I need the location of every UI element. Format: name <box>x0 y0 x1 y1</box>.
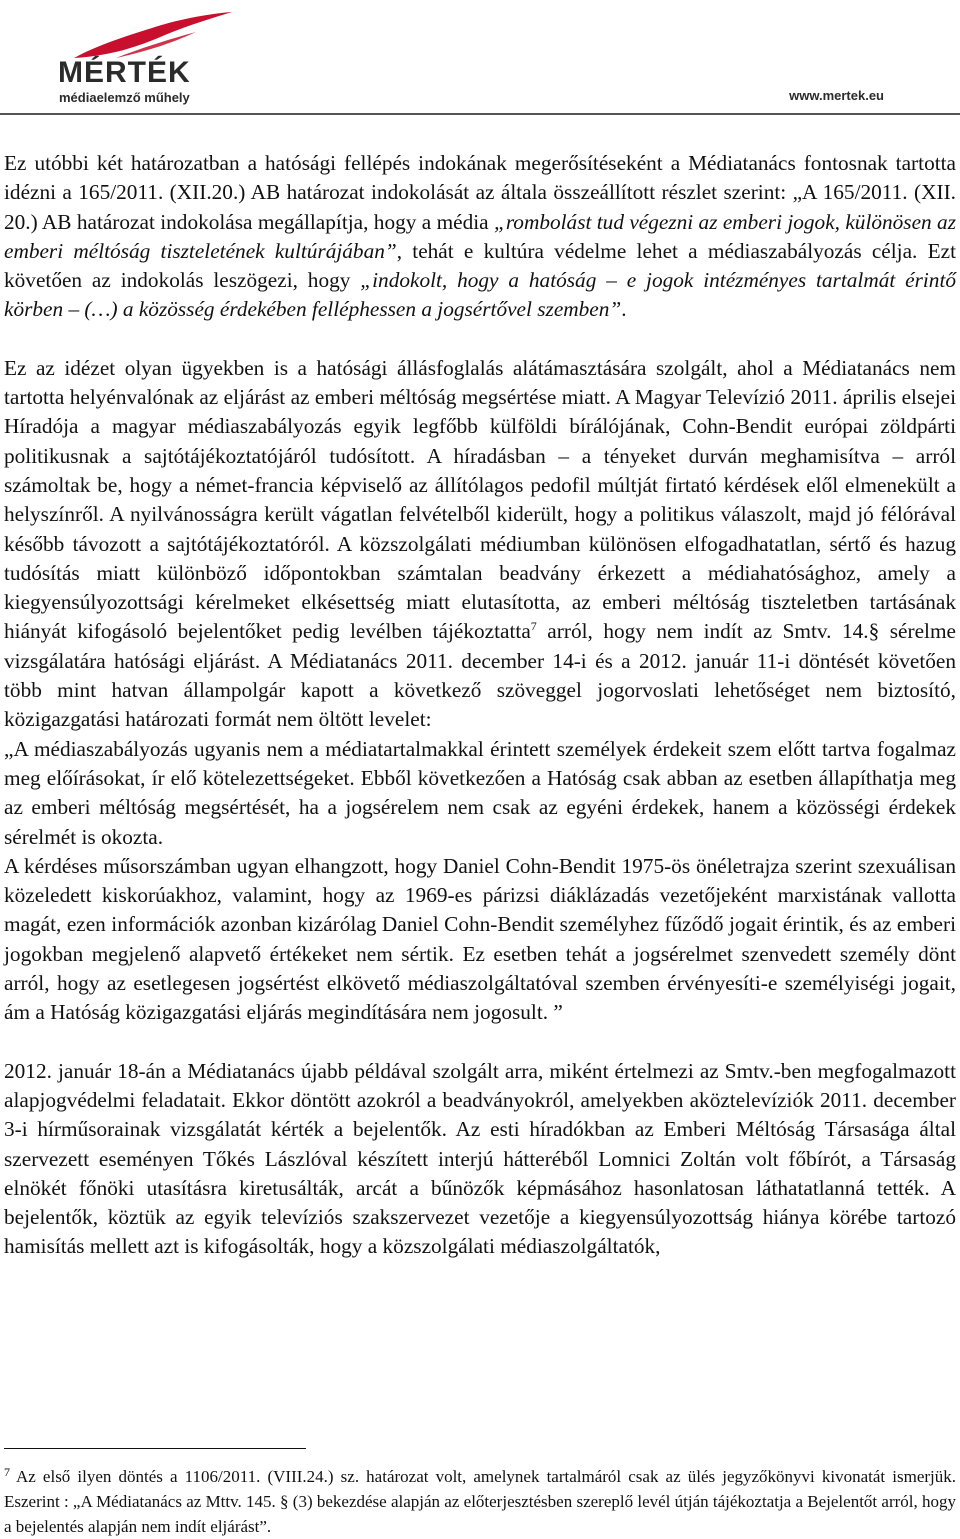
paragraph-2 <box>4 354 956 735</box>
footnote-text: Az első ilyen döntés a 1106/2011. (VIII.24.) sz. határozat volt, amelynek tartalmáról csak az ülés jegyzőkönyvi kivonatát ismerjük. Eszerint : „A Médiatanács az Mttv. 145. § (3) bekezdése alapján az előterjesztésben szereplő levél útján tájékoztatja a Bejelentőt arról, hogy a bejelentés alapján nem indít eljárást”. <box>4 1467 956 1536</box>
header-divider <box>0 113 960 115</box>
document-body <box>4 149 956 1262</box>
footnote-ref[interactable]: 7 <box>530 619 537 634</box>
quote-italic: „rombolást tud végezni az emberi jogok, különösen az emberi méltóság tiszteletének kultúrájában” <box>4 209 956 263</box>
quote-italic: „indokolt, hogy a hatóság – e jogok intézményes tartalmát érintő körben – (…) a közösség érdekében felléphessen a jogsértővel szemben” <box>4 268 957 322</box>
text-run: , tehát e kultúra védelme lehet a médiaszabályozás célja. Ezt követően az indokolás leszögezi, hogy <box>4 238 956 293</box>
text-run: Ez utóbbi két határozatban a hatósági fellépés indokának megerősítéseként a Médiatanács fontosnak tartotta idézni a 165/2011. (XII.20.) AB határozat indokolását az általa összeállított részlet szerint: „A 165/2011. (XII. 20.) AB határozat indokolása megállapítja, hogy a média <box>4 151 956 234</box>
page-header <box>0 0 960 110</box>
mertek-logo <box>56 6 246 106</box>
logo-title: MÉRTÉK <box>58 56 191 89</box>
text-run: arról, hogy nem indít az Smtv. 14.§ sérelme vizsgálatára hatósági eljárást. A Médiatanács 2011. december 14-i és a 2012. január 11-i döntését követően több mint hatvan állampolgár kapott a következő szöveggel jogorvoslati lehetőséget nem biztosító, közigazgatási határozati formát nem öltött levelet: <box>4 619 956 732</box>
logo-subtitle: médiaelemző műhely <box>59 90 190 105</box>
paragraph-4-quote: A kérdéses műsorszámban ugyan elhangzott, hogy Daniel Cohn-Bendit 1975-ös önéletrajza szerint szexuálisan közeledett kiskorúakhoz, valamint, hogy az 1969-es párizsi diáklázadás vezetőjeként marxistának vallotta magát, ezen információk azonban kizárólag Daniel Cohn-Bendit személyhez fűződő jogait érintik, és az emberi jogokban megjelenő alapvető értékeket nem sértik. Ez esetben tehát a jogsérelmet szenvedett személy dönt arról, hogy az esetlegesen jogsértést elkövető médiaszolgáltatóval szemben érvényesíti-e személyiségi jogait, ám a Hatóság közigazgatási eljárás megindítására nem jogosult. ” <box>4 853 956 1025</box>
text-run: Ez az idézet olyan ügyekben is a hatósági állásfoglalás alátámasztására szolgált, ahol a Médiatanács nem tartotta helyénvalónak az eljárást az emberi méltóság megsértése miatt. A Magyar Televízió 2011. április elsejei Híradója a magyar médiaszabályozás egyik legfőbb külföldi bírálójának, Cohn-Bendit európai zöldpárti politikusnak a sajtótájékoztatójáról tudósított. A híradásban – a tényeket durván meghamisítva – arról számoltak be, hogy a német-francia képviselő az állítólagos pedofil múltját firtató kérdések elől elmenekült a helyszínről. A nyilvánosságra került vágatlan felvételből kiderült, hogy a politikus válaszolt, majd jó félórával később távozott a sajtótájékoztatóról. A közszolgálati médiumban különösen elfogadhatatlan, sértő és hazug tudósítás miatt különböző időpontokban számtalan beadvány érkezett a médiahatósághoz, amely a kiegyensúlyozottsági kérelmeket elkésettség miatt elutasította, az emberi méltóság tiszteletben tartásának hiányát kifogásoló bejelentőket pedig levélben tájékoztatta <box>4 355 956 644</box>
site-url-link[interactable]: www.mertek.eu <box>789 88 884 103</box>
text-run: . <box>621 297 627 322</box>
paragraph-5: 2012. január 18-án a Médiatanács újabb példával szolgált arra, miként értelmezi az Smtv.-ben megfogalmazott alapjogvédelmi feladatait. Ekkor döntött azokról a beadványokról, amelyekben aköztelevíziók 2011. december 3-i hírműsorainak vizsgálatát kérték a bejelentők. Az esti híradókban az Emberi Méltóság Társasága által szervezett eseményen Tőkés Lászlóval készített interjú hátteréből Lomnici Zoltán volt főbírót, a Társaság elnökét főnöki utasításra kiretusálták, arcát a bűnözők képmásához hasonlatosan láthatatlanná tették. A bejelentők, köztük az egyik televíziós szakszervezet vezetője a kiegyensúlyozottság hiánya körébe tartozó hamisítás mellett azt is kifogásolták, hogy a közszolgálati médiaszolgáltatók, <box>4 1058 956 1259</box>
footnote-7 <box>4 1460 956 1539</box>
footnote-divider <box>4 1448 306 1449</box>
footnote-number: 7 <box>4 1465 10 1479</box>
footnotes <box>4 1448 956 1539</box>
paragraph-1 <box>4 149 956 325</box>
paragraph-3-quote: „A médiaszabályozás ugyanis nem a médiatartalmakkal érintett személyek érdekeit szem előtt tartva fogalmaz meg előírásokat, ír elő kötelezettségeket. Ebből következően a Hatóság csak abban az esetben állapíthatja meg az emberi méltóság megsértését, ha a jogsérelem nem csak az egyéni érdekek, hanem a közösségi érdekek sérelmét is okozta. <box>4 736 956 849</box>
